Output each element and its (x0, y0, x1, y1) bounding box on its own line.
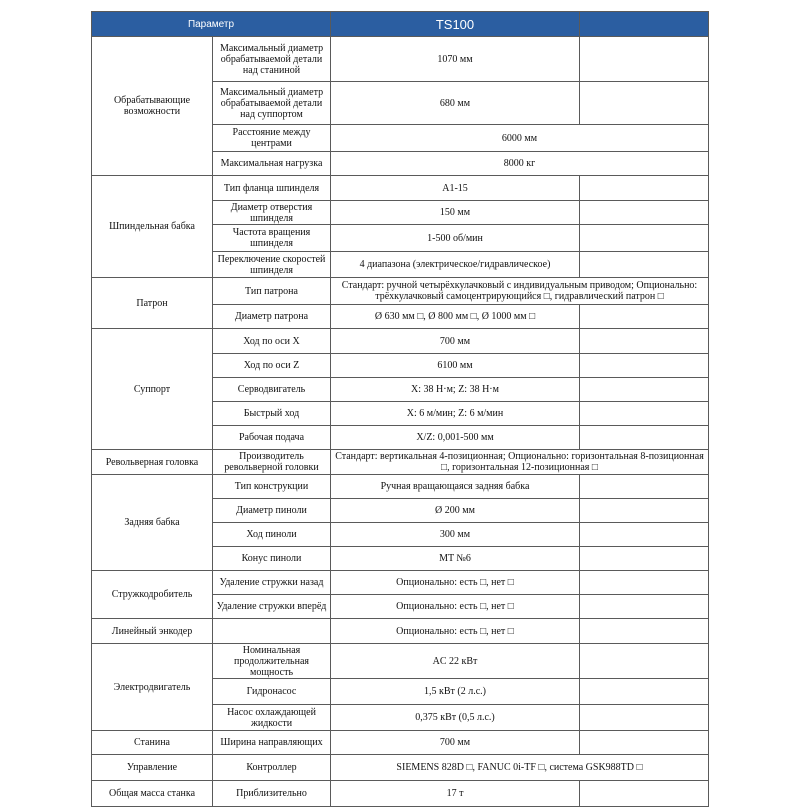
category-cell: Электродвигатель (92, 644, 213, 731)
category-cell: Станина (92, 731, 213, 755)
param-cell: Конус пиноли (213, 547, 331, 571)
empty-cell (580, 201, 709, 225)
empty-cell (580, 571, 709, 595)
table-row (92, 755, 709, 781)
param-cell (213, 619, 331, 644)
empty-cell (580, 37, 709, 82)
param-cell: Рабочая подача (213, 426, 331, 450)
empty-cell (580, 378, 709, 402)
param-cell: Диаметр патрона (213, 305, 331, 329)
value-cell: A1-15 (331, 176, 580, 201)
param-cell: Контроллер (213, 755, 331, 781)
table-row (92, 731, 709, 755)
category-cell: Патрон (92, 278, 213, 329)
param-cell: Удаление стружки вперёд (213, 595, 331, 619)
value-cell: MT №6 (331, 547, 580, 571)
value-cell: Опционально: есть □, нет □ (331, 619, 580, 644)
empty-cell (580, 644, 709, 679)
param-cell: Частота вращения шпинделя (213, 225, 331, 252)
value-cell: X: 6 м/мин; Z: 6 м/мин (331, 402, 580, 426)
table-row (92, 644, 709, 679)
category-cell: Общая масса станка (92, 781, 213, 807)
param-cell: Ход по оси Z (213, 354, 331, 378)
empty-cell (580, 619, 709, 644)
value-cell: 6000 мм (331, 125, 709, 152)
category-cell: Револьверная головка (92, 450, 213, 475)
empty-cell (580, 679, 709, 705)
header-row (92, 12, 709, 37)
value-cell: 0,375 кВт (0,5 л.с.) (331, 705, 580, 731)
empty-cell (580, 225, 709, 252)
param-cell: Тип патрона (213, 278, 331, 305)
param-cell: Серводвигатель (213, 378, 331, 402)
empty-cell (580, 354, 709, 378)
param-cell: Тип конструкции (213, 475, 331, 499)
empty-cell (580, 426, 709, 450)
param-cell: Производитель револьверной головки (213, 450, 331, 475)
empty-cell (580, 781, 709, 807)
empty-cell (580, 705, 709, 731)
table-row (92, 571, 709, 595)
header-param: Параметр (92, 12, 331, 37)
value-cell: SIEMENS 828D □, FANUC 0i-TF □, система GSK988TD □ (331, 755, 709, 781)
table-row (92, 37, 709, 82)
value-cell: X: 38 Н·м; Z: 38 Н·м (331, 378, 580, 402)
value-cell: 680 мм (331, 82, 580, 125)
table-row (92, 278, 709, 305)
table-row (92, 781, 709, 807)
param-cell: Максимальный диаметр обрабатываемой детали над станиной (213, 37, 331, 82)
empty-cell (580, 176, 709, 201)
table-row (92, 450, 709, 475)
empty-cell (580, 731, 709, 755)
param-cell: Насос охлаждающей жидкости (213, 705, 331, 731)
param-cell: Ширина направляющих (213, 731, 331, 755)
empty-cell (580, 595, 709, 619)
value-cell: 8000 кг (331, 152, 709, 176)
category-cell: Задняя бабка (92, 475, 213, 571)
param-cell: Расстояние между центрами (213, 125, 331, 152)
param-cell: Диаметр отверстия шпинделя (213, 201, 331, 225)
param-cell: Переключение скоростей шпинделя (213, 252, 331, 278)
param-cell: Максимальная нагрузка (213, 152, 331, 176)
value-cell: Ø 630 мм □, Ø 800 мм □, Ø 1000 мм □ (331, 305, 580, 329)
param-cell: Быстрый ход (213, 402, 331, 426)
param-cell: Ход по оси X (213, 329, 331, 354)
value-cell: Стандарт: ручной четырёхкулачковый с индивидуальным приводом; Опционально: трёхкулачковый самоцентрирующийся □, гидравлический патрон □ (331, 278, 709, 305)
spec-table (91, 11, 709, 807)
value-cell: 700 мм (331, 329, 580, 354)
value-cell: X/Z: 0,001-500 мм (331, 426, 580, 450)
category-cell: Стружкодробитель (92, 571, 213, 619)
value-cell: 17 т (331, 781, 580, 807)
param-cell: Гидронасос (213, 679, 331, 705)
param-cell: Максимальный диаметр обрабатываемой детали над суппортом (213, 82, 331, 125)
table-row (92, 619, 709, 644)
empty-cell (580, 305, 709, 329)
param-cell: Удаление стружки назад (213, 571, 331, 595)
value-cell: Опционально: есть □, нет □ (331, 571, 580, 595)
empty-cell (580, 82, 709, 125)
value-cell: 1,5 кВт (2 л.с.) (331, 679, 580, 705)
table-row (92, 475, 709, 499)
empty-cell (580, 547, 709, 571)
value-cell: Ø 200 мм (331, 499, 580, 523)
value-cell: 4 диапазона (электрическое/гидравлическое) (331, 252, 580, 278)
empty-cell (580, 523, 709, 547)
param-cell: Ход пиноли (213, 523, 331, 547)
category-cell: Управление (92, 755, 213, 781)
param-cell: Тип фланца шпинделя (213, 176, 331, 201)
empty-cell (580, 475, 709, 499)
value-cell: Опционально: есть □, нет □ (331, 595, 580, 619)
value-cell: 6100 мм (331, 354, 580, 378)
category-cell: Суппорт (92, 329, 213, 450)
table-row (92, 329, 709, 354)
table-row (92, 176, 709, 201)
category-cell: Шпиндельная бабка (92, 176, 213, 278)
value-cell: Ручная вращающаяся задняя бабка (331, 475, 580, 499)
header-model: TS100 (331, 12, 580, 37)
value-cell: 1070 мм (331, 37, 580, 82)
param-cell: Приблизительно (213, 781, 331, 807)
empty-cell (580, 402, 709, 426)
empty-cell (580, 252, 709, 278)
category-cell: Обрабатывающие возможности (92, 37, 213, 176)
category-cell: Линейный энкодер (92, 619, 213, 644)
empty-cell (580, 499, 709, 523)
header-empty (580, 12, 709, 37)
value-cell: 300 мм (331, 523, 580, 547)
param-cell: Диаметр пиноли (213, 499, 331, 523)
value-cell: 700 мм (331, 731, 580, 755)
value-cell: 1-500 об/мин (331, 225, 580, 252)
value-cell: Стандарт: вертикальная 4-позиционная; Опционально: горизонтальная 8-позиционная □, горизонтальная 12-позиционная □ (331, 450, 709, 475)
value-cell: AC 22 кВт (331, 644, 580, 679)
param-cell: Номинальная продолжительная мощность (213, 644, 331, 679)
empty-cell (580, 329, 709, 354)
value-cell: 150 мм (331, 201, 580, 225)
